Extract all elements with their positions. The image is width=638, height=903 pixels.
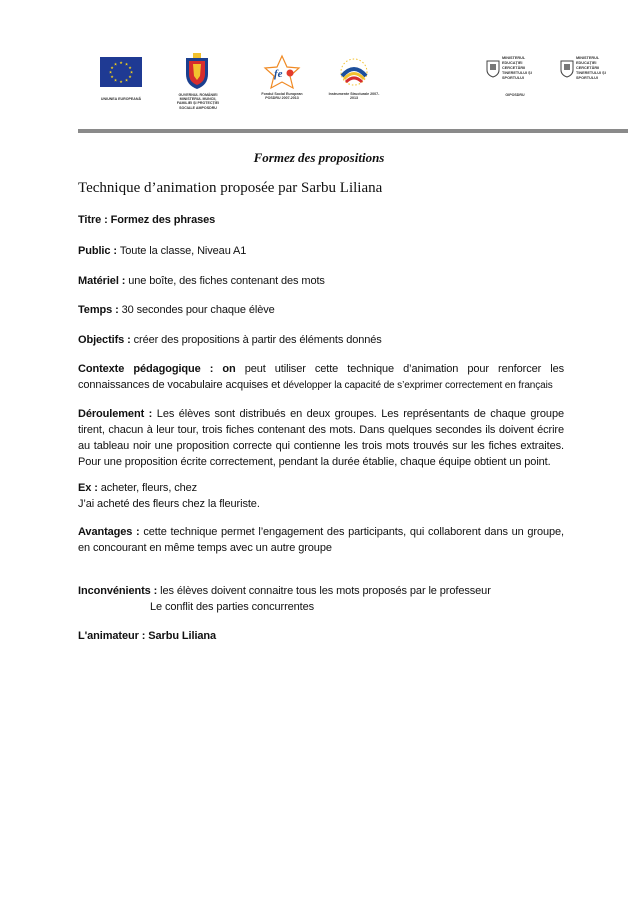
logo-caption: OIPOSDRU: [505, 93, 525, 97]
logo-caption: MINISTERUL EDUCAȚIEI CERCETĂRII TINERETULUI ȘI SPORTULUI: [502, 56, 532, 80]
avantages-value: cette technique permet l’engagement des participants, qui collaborent dans un groupe, en concourant en même temps avec un autre groupe: [78, 526, 564, 554]
field-animateur: [78, 628, 564, 644]
svg-text:★: ★: [124, 61, 129, 67]
field-inconvenients: [78, 583, 564, 615]
inconvenients-value: les élèves doivent connaitre tous les mots proposés par le professeur: [160, 585, 491, 597]
structural-instruments-icon: [334, 54, 374, 95]
logo-caption: MINISTERUL EDUCAȚIEI CERCETĂRII TINERETULUI ȘI SPORTULUI: [576, 56, 606, 80]
svg-text:★: ★: [113, 77, 118, 83]
romania-coat-of-arms-icon: [183, 52, 211, 95]
field-avantages: [78, 524, 564, 556]
svg-text:fe: fe: [274, 68, 283, 80]
titre-label: Titre : Formez des phrases: [78, 214, 216, 226]
ex-label: Ex :: [78, 482, 101, 494]
contexte-value-2: développer la capacité de s’exprimer correctement en français: [283, 380, 553, 391]
svg-text:★: ★: [110, 65, 114, 70]
deroulement-label: Déroulement :: [78, 408, 157, 420]
svg-text:★: ★: [128, 65, 132, 70]
document-subtitle: Technique d’animation proposée par Sarbu Liliana: [78, 180, 383, 196]
objectifs-label: Objectifs :: [78, 334, 134, 346]
inconvenients-label: Inconvénients :: [78, 585, 161, 597]
contexte-label: Contexte pédagogique : on: [78, 363, 245, 375]
svg-text:★: ★: [110, 74, 114, 79]
svg-text:★: ★: [108, 69, 113, 75]
logo-caption: UNIUNEA EUROPEANĂ: [100, 97, 142, 101]
inconvenients-value-2: Le conflit des parties concurrentes: [150, 601, 315, 613]
field-deroulement: [78, 406, 564, 470]
logo-caption: Instrumente Structurale 2007-2013: [328, 92, 380, 101]
objectifs-value: créer des propositions à partir des éléments donnés: [133, 334, 382, 346]
public-label: Public :: [78, 245, 120, 257]
svg-text:★: ★: [128, 74, 132, 79]
document-title: Formez des propositions: [253, 150, 385, 165]
materiel-value: une boîte, des fiches contenant des mots: [128, 275, 325, 287]
svg-text:★: ★: [124, 77, 129, 83]
logo-caption: Fondul Social European POSDRU 2007-2013: [261, 92, 303, 101]
header-divider: [78, 129, 628, 133]
field-objectifs: [78, 332, 564, 348]
animateur-label: L'animateur : Sarbu Liliana: [78, 630, 217, 642]
svg-text:★: ★: [129, 69, 134, 75]
fse-star-logo-icon: [262, 54, 302, 95]
svg-text:★: ★: [119, 60, 123, 65]
contexte-value: peut utiliser cette technique d’animation pour renforcer les connaissances de vocabulaire acquises et: [78, 363, 565, 391]
ex-value: acheter, fleurs, chez: [100, 482, 198, 494]
ministry-crest-icon: [560, 58, 574, 83]
ex-sentence: J’ai acheté des fleurs chez la fleuriste.: [78, 498, 260, 510]
temps-value: 30 secondes pour chaque élève: [121, 304, 275, 316]
logo-header: [0, 0, 638, 135]
materiel-label: Matériel :: [78, 275, 129, 287]
ministry-crest-icon: [486, 58, 500, 83]
logo-caption: GUVERNUL ROMÂNIEI MINISTERUL MUNCII, FAMILIEI ȘI PROTECȚIEI SOCIALE AMPOSDRU: [176, 93, 220, 110]
field-example: [78, 480, 564, 512]
deroulement-value: Les élèves sont distribués en deux groupes. Les représentants de chaque groupe tirent, chacun à leur tour, trois fiches contenant des mots. Dans quelques secondes ils doivent écrire au tableau noir une proposition correcte qui contienne les trois mots trouvés sur les fiches extraites. Pour une proposition écrite correctement, pendant la durée établie, chaque équipe obtient un point.: [78, 408, 564, 468]
field-titre: [78, 212, 564, 228]
avantages-label: Avantages :: [78, 526, 144, 538]
field-public: [78, 243, 564, 259]
field-temps: [78, 302, 564, 318]
public-value: Toute la classe, Niveau A1: [119, 245, 247, 257]
eu-flag-icon: [100, 57, 142, 92]
svg-text:★: ★: [113, 61, 118, 67]
temps-label: Temps :: [78, 304, 122, 316]
field-contexte: [78, 361, 564, 394]
field-materiel: [78, 273, 564, 289]
svg-text:★: ★: [119, 79, 123, 84]
